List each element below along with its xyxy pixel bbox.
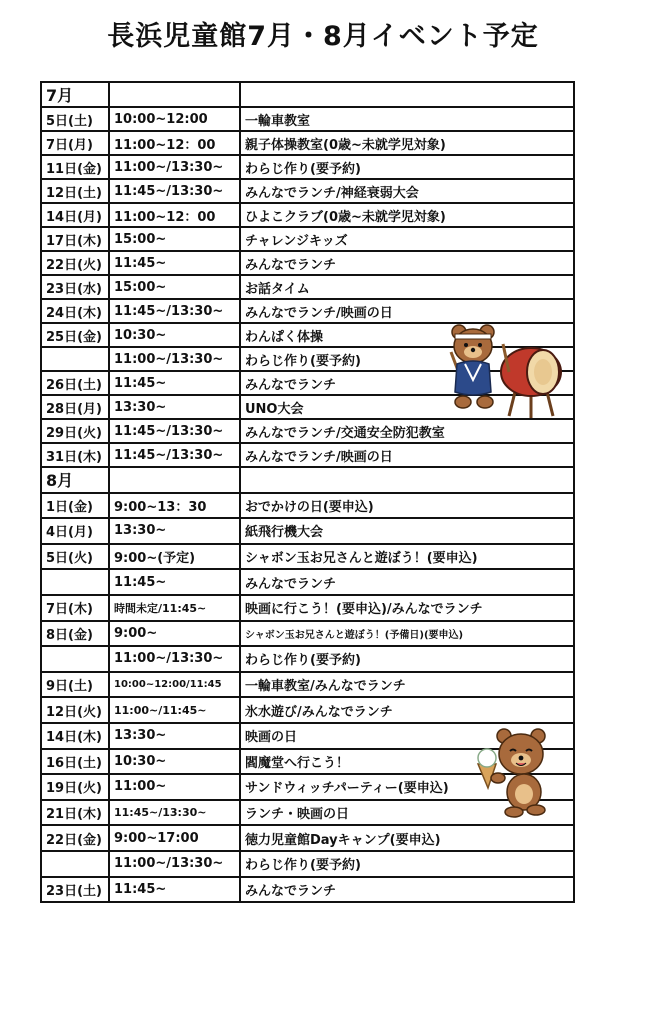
table-row (41, 544, 574, 570)
table-row (41, 697, 574, 723)
date-cell (41, 851, 109, 877)
event-cell: 紙飛行機大会 (240, 518, 574, 544)
empty-cell (109, 467, 240, 493)
table-row (41, 227, 574, 251)
table-row (41, 851, 574, 877)
date-cell: 31日(木) (41, 443, 109, 467)
event-cell: みんなでランチ/映画の日 (240, 443, 574, 467)
time-cell: 9:00~13：30 (109, 493, 240, 519)
date-cell: 12日(火) (41, 697, 109, 723)
time-cell: 11:00~12：00 (109, 131, 240, 155)
table-row (41, 621, 574, 647)
empty-cell (240, 82, 574, 107)
date-cell: 26日(土) (41, 371, 109, 395)
time-cell: 15:00~ (109, 227, 240, 251)
date-cell: 1日(金) (41, 493, 109, 519)
time-cell: 13:30~ (109, 723, 240, 749)
date-cell: 28日(月) (41, 395, 109, 419)
time-cell: 11:45~ (109, 371, 240, 395)
date-cell: 14日(木) (41, 723, 109, 749)
date-cell: 11日(金) (41, 155, 109, 179)
event-cell: 閻魔堂へ行こう！ (240, 749, 574, 775)
table-row (41, 131, 574, 155)
event-cell: みんなでランチ (240, 569, 574, 595)
table-row (41, 275, 574, 299)
event-cell: UNO大会 (240, 395, 574, 419)
event-cell: わらじ作り(要予約) (240, 646, 574, 672)
table-row (41, 155, 574, 179)
empty-cell (109, 82, 240, 107)
event-cell: 親子体操教室(0歳~未就学児対象) (240, 131, 574, 155)
table-row (41, 646, 574, 672)
date-cell: 22日(火) (41, 251, 109, 275)
date-cell (41, 347, 109, 371)
empty-cell (240, 467, 574, 493)
bear-icon (451, 325, 509, 408)
event-cell: シャボン玉お兄さんと遊ぼう！(予備日)(要申込) (240, 621, 574, 647)
table-row (41, 419, 574, 443)
time-cell: 11:00~/13:30~ (109, 646, 240, 672)
date-cell (41, 569, 109, 595)
date-cell: 29日(火) (41, 419, 109, 443)
month-label: 8月 (41, 467, 109, 493)
date-cell: 12日(土) (41, 179, 109, 203)
event-cell: 氷水遊び/みんなでランチ (240, 697, 574, 723)
time-cell: 11:00~/11:45~ (109, 697, 240, 723)
table-row (41, 179, 574, 203)
date-cell: 4日(月) (41, 518, 109, 544)
page-title: 長浜児童館7月・8月イベント予定 (107, 21, 539, 52)
time-cell: 11:45~ (109, 877, 240, 903)
event-cell: サンドウィッチパーティー(要申込) (240, 774, 574, 800)
time-cell: 10:00~12:00/11:45 (109, 672, 240, 698)
event-cell: ランチ・映画の日 (240, 800, 574, 826)
date-cell: 16日(土) (41, 749, 109, 775)
table-row (41, 672, 574, 698)
date-cell: 24日(木) (41, 299, 109, 323)
time-cell: 11:00~/13:30~ (109, 851, 240, 877)
bear-drum-illustration (443, 322, 565, 420)
table-row (41, 569, 574, 595)
event-cell: みんなでランチ/交通安全防犯教室 (240, 419, 574, 443)
time-cell: 10:30~ (109, 749, 240, 775)
event-cell: 一輪車教室/みんなでランチ (240, 672, 574, 698)
table-row (41, 203, 574, 227)
time-cell: 10:00~12:00 (109, 107, 240, 131)
date-cell: 8日(金) (41, 621, 109, 647)
table-row (41, 299, 574, 323)
table-row (41, 443, 574, 467)
date-cell: 5日(火) (41, 544, 109, 570)
bear-icecream-illustration (474, 726, 554, 818)
date-cell: 23日(土) (41, 877, 109, 903)
table-row (41, 251, 574, 275)
month-header-row (41, 82, 574, 107)
table-row (41, 518, 574, 544)
time-cell: 11:45~/13:30~ (109, 800, 240, 826)
date-cell: 19日(火) (41, 774, 109, 800)
time-cell: 11:00~/13:30~ (109, 155, 240, 179)
date-cell: 7日(月) (41, 131, 109, 155)
event-cell: お話タイム (240, 275, 574, 299)
event-cell: みんなでランチ (240, 251, 574, 275)
date-cell: 17日(木) (41, 227, 109, 251)
time-cell: 11:45~/13:30~ (109, 179, 240, 203)
time-cell: 9:00~ (109, 621, 240, 647)
time-cell: 11:00~ (109, 774, 240, 800)
event-cell: 徳力児童館Dayキャンプ(要申込) (240, 825, 574, 851)
time-cell: 13:30~ (109, 395, 240, 419)
table-row (41, 877, 574, 903)
taiko-drum-icon (501, 348, 561, 418)
time-cell: 13:30~ (109, 518, 240, 544)
time-cell: 時間未定/11:45~ (109, 595, 240, 621)
table-row (41, 107, 574, 131)
month-label: 7月 (41, 82, 109, 107)
date-cell (41, 646, 109, 672)
time-cell: 11:45~/13:30~ (109, 419, 240, 443)
event-cell: わらじ作り(要予約) (240, 851, 574, 877)
time-cell: 11:00~/13:30~ (109, 347, 240, 371)
table-row (41, 595, 574, 621)
time-cell: 11:45~/13:30~ (109, 443, 240, 467)
event-cell: わらじ作り(要予約) (240, 155, 574, 179)
date-cell: 22日(金) (41, 825, 109, 851)
time-cell: 10:30~ (109, 323, 240, 347)
event-cell: 映画に行こう！(要申込)/みんなでランチ (240, 595, 574, 621)
event-cell: みんなでランチ (240, 877, 574, 903)
date-cell: 9日(土) (41, 672, 109, 698)
bear-icon (491, 729, 545, 817)
event-cell: 一輪車教室 (240, 107, 574, 131)
event-cell: みんなでランチ (240, 371, 574, 395)
event-cell: わんぱく体操 (240, 323, 574, 347)
event-cell: チャレンジキッズ (240, 227, 574, 251)
event-cell: わらじ作り(要予約) (240, 347, 574, 371)
date-cell: 23日(水) (41, 275, 109, 299)
time-cell: 9:00~(予定) (109, 544, 240, 570)
date-cell: 25日(金) (41, 323, 109, 347)
time-cell: 11:45~/13:30~ (109, 299, 240, 323)
time-cell: 11:45~ (109, 251, 240, 275)
event-cell: シャボン玉お兄さんと遊ぼう！(要申込) (240, 544, 574, 570)
event-cell: 映画の日 (240, 723, 574, 749)
table-row (41, 493, 574, 519)
table-row (41, 825, 574, 851)
time-cell: 9:00~17:00 (109, 825, 240, 851)
time-cell: 15:00~ (109, 275, 240, 299)
event-cell: ひよこクラブ(0歳~未就学児対象) (240, 203, 574, 227)
date-cell: 21日(木) (41, 800, 109, 826)
month-header-row (41, 467, 574, 493)
time-cell: 11:45~ (109, 569, 240, 595)
event-cell: おでかけの日(要申込) (240, 493, 574, 519)
date-cell: 14日(月) (41, 203, 109, 227)
date-cell: 5日(土) (41, 107, 109, 131)
time-cell: 11:00~12：00 (109, 203, 240, 227)
date-cell: 7日(木) (41, 595, 109, 621)
event-cell: みんなでランチ/映画の日 (240, 299, 574, 323)
event-cell: みんなでランチ/神経衰弱大会 (240, 179, 574, 203)
